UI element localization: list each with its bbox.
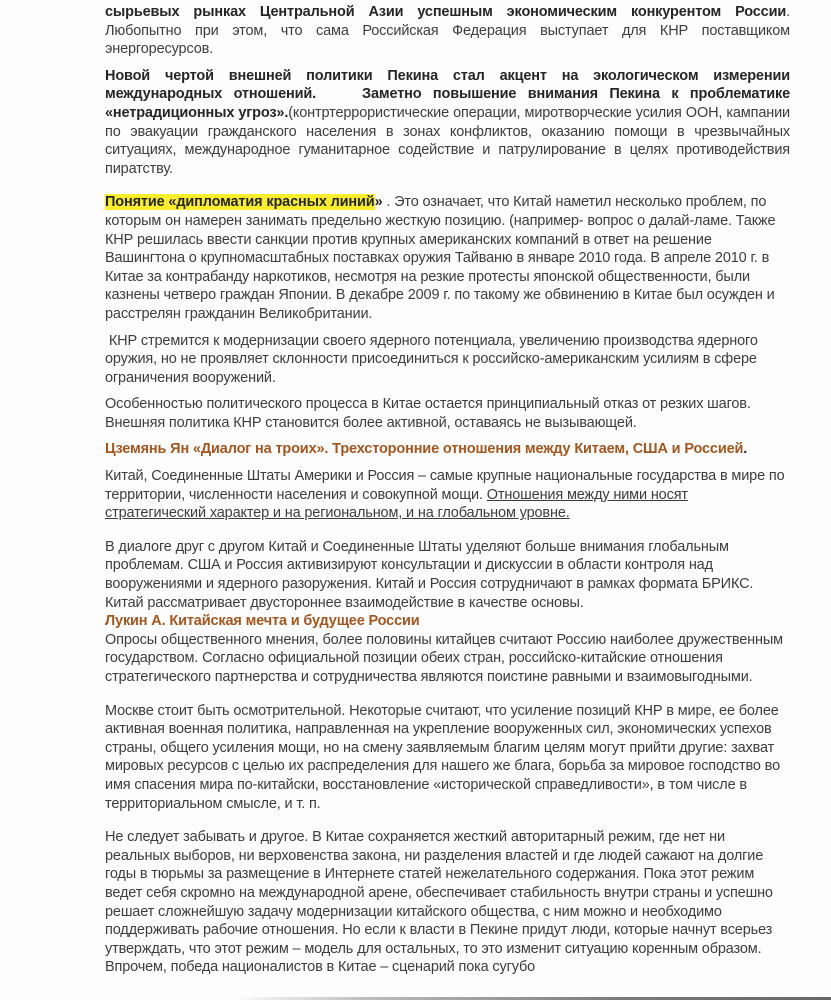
text-run: Особенностью политического процесса в Китае остается принципиальный отказ от резких шагов. Внешняя политика КНР становится более активной, оставаясь не вызывающей. xyxy=(105,396,751,431)
paragraph xyxy=(105,332,790,388)
text-run: Не следует забывать и другое. В Китае сохраняется жесткий авторитарный режим, где нет ни реальных выборов, ни верховенства закона, ни разделения властей и где людей сажают на долгие годы в тюрьмы за размещение в Интернете статей нежелательного содержания. Пока этот режим ведет себя скромно на международной арене, обеспечивает стабильность внутри страны и успешно решает сложнейшую задачу модернизации китайского общества, с ним можно и необходимо поддерживать рабочие отношения. Но если к власти в Пекине придут люди, которые начнут всерьез утверждать, что этот режим – модель для остальных, то это изменит ситуацию коренным образом. Впрочем, победа националистов в Китае – сценарий пока сугубо xyxy=(105,829,773,976)
tab-spacer xyxy=(316,97,362,98)
bold-run: Заметно повышение внимания Пекина к проблематике «нетрадиционных угроз». xyxy=(105,86,790,121)
underline-run: Отношения между ними носят стратегический характер и на региональном, и на глобальном уровне. xyxy=(105,486,688,522)
paragraph xyxy=(105,67,790,179)
bold-run: сырьевых рынках Центральной Азии успешным экономическим конкурентом России xyxy=(105,4,787,20)
text-run: Китай, Соединенные Штаты Америки и Россия – самые крупные национальные государства в мире по территории, численности населения и совокупной мощи. xyxy=(105,468,785,503)
bold-run: Новой чертой внешней политики Пекина стал акцент на экологическом измерении международных отношений. xyxy=(105,67,790,103)
section-heading xyxy=(105,440,790,459)
bold-run: » xyxy=(374,194,383,211)
heading-run: Цземянь Ян «Диалог на троих». Трехсторонние отношения между Китаем, США и Россией xyxy=(105,441,744,458)
text-run: . Любопытно при этом, что сама Российская Федерация выступает для КНР поставщиком энергоресурсов. xyxy=(105,4,790,58)
section-heading xyxy=(105,612,790,631)
text-run: . Это означает, что Китай наметил несколько проблем, по которым он намерен занимать предельно жесткую позицию. (например- вопрос о далай-ламе. Также КНР решилась ввести санкции против крупных американских компаний в ответ на решение Вашингтона о крупномасштабных поставках оружия Тайваню в январе 2010 года. В апреле 2010 г. в Китае за контрабанду наркотиков, несмотря на резкие протесты японской общественности, были казнены четверо граждан Японии. В декабре 2009 г. по такому же обвинению в Китае был осужден и расстрелян гражданин Великобритании. xyxy=(105,194,776,322)
text-run: Москве стоит быть осмотрительной. Некоторые считают, что усиление позиций КНР в мире, ее более активная военная политика, направленная на укрепление вооруженных сил, экономических успехов страны, общего усиления мощи, но на смену заявляемым благим целям могут прийти другие: захват мировых ресурсов с целью их распределения для нашего же блага, борьба за мировое господство во имя спасения мира по-китайски, восстановление «исторической справедливости», в том числе в территориальном смысле, и т. п. xyxy=(105,702,780,812)
text-run: Опросы общественного мнения, более половины китайцев считают Россию наиболее дружественным государством. Согласно официальной позиции обеих стран, российско-китайские отношения стратегического партнерства и сотрудничества являются поистине равными и взаимовыгодными. xyxy=(105,631,783,685)
text-run: (контртеррористические операции, миротворческие усилия ООН, кампании по эвакуации гражданского населения в зонах конфликтов, оказанию помощи в чрезвычайных ситуациях, международное гуманитарное содействие и патрулирование в целях противодействия пиратству. xyxy=(105,104,790,177)
text-run: . xyxy=(743,441,748,458)
paragraph xyxy=(105,193,790,323)
paragraph xyxy=(105,3,790,59)
paragraph xyxy=(105,467,790,523)
highlight-run: Понятие «дипломатия красных линий xyxy=(105,194,375,211)
paragraph xyxy=(105,538,790,612)
heading-run: Лукин А. Китайская мечта и будущее России xyxy=(105,613,420,630)
paragraph xyxy=(105,631,790,687)
paragraph xyxy=(105,395,790,432)
paragraph xyxy=(105,702,790,814)
paragraph xyxy=(105,828,790,977)
text-run: КНР стремится к модернизации своего ядерного потенциала, увеличению производства ядерного оружия, но не проявляет склонности присоединиться к российско-американским усилиям в сфере ограничения вооружений. xyxy=(105,332,758,386)
text-run: В диалоге друг с другом Китай и Соединенные Штаты уделяют больше внимания глобальным проблемам. США и Россия активизируют консультации и дискуссии в области контроля над вооружениями и ядерного разоружения. Китай и Россия сотрудничают в рамках формата БРИКС. Китай рассматривает двустороннее взаимодействие в качестве основы. xyxy=(105,538,754,611)
